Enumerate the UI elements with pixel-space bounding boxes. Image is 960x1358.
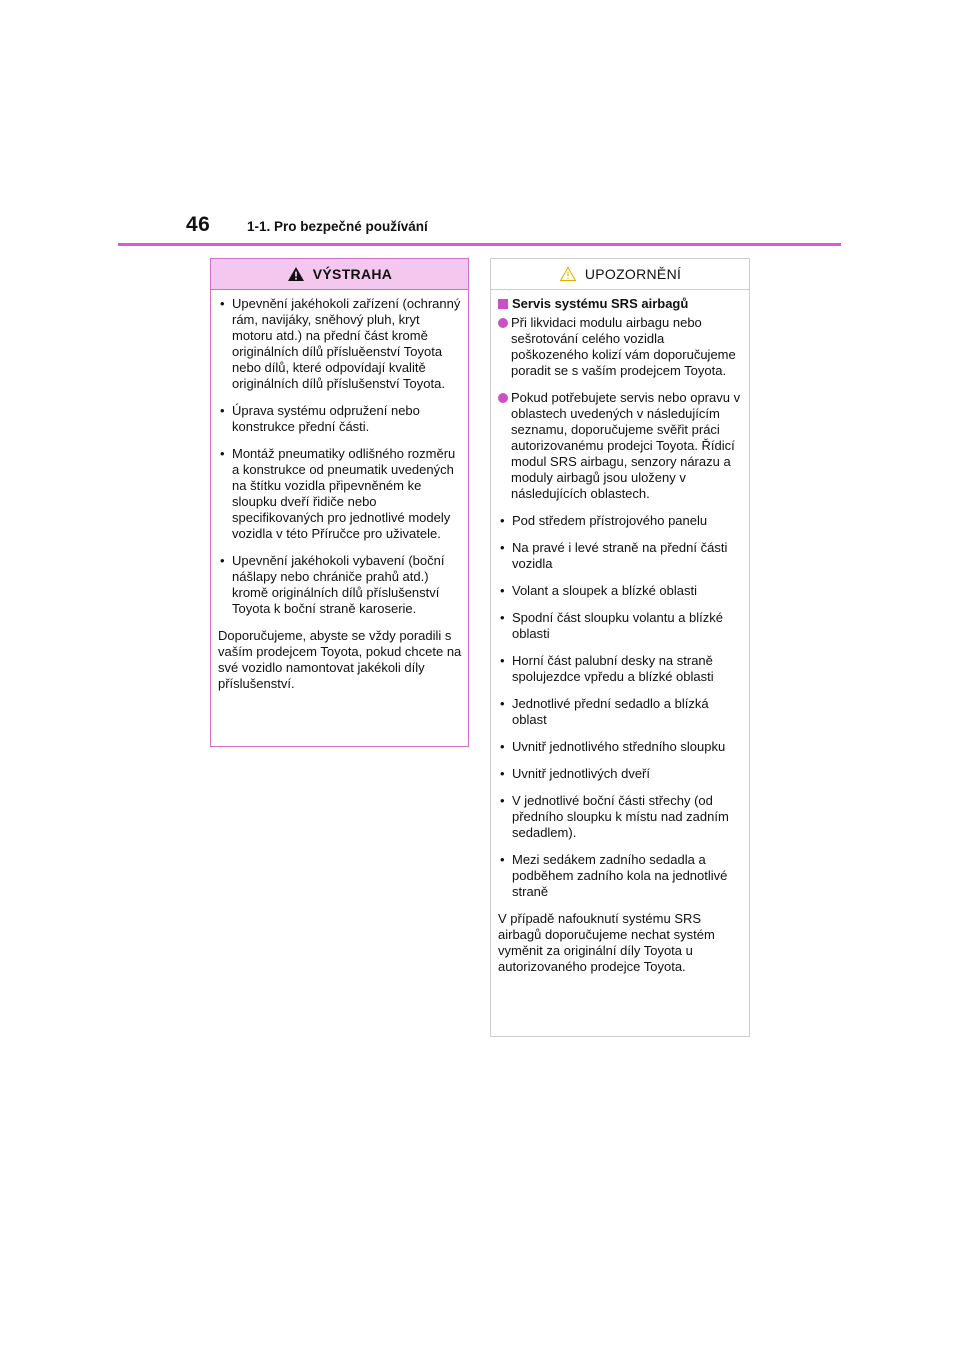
caution-circle-text: Pokud potřebujete servis nebo opravu v oblastech uvedených v následujícím seznamu, doporučujeme svěřit práci autorizovanému prodejci Toyota. Řídicí modul SRS airbagu, senzory nárazu a moduly airbagů jsou uloženy v následujících oblastech. — [511, 390, 741, 501]
caution-body — [491, 290, 749, 975]
caution-circle-item — [498, 315, 743, 379]
caution-bullet: • Horní část palubní desky na straně spolujezdce vpředu a blízké oblasti — [498, 653, 743, 685]
caution-bullet: • Volant a sloupek a blízké oblasti — [498, 583, 743, 599]
warning-bullet: • Montáž pneumatiky odlišného rozměru a konstrukce od pneumatik uvedených na štítku vozidla připevněném ke sloupku dveří řidiče nebo specifikovaných pro jednotlivé modely vozidla v této Příručce pro uživatele. — [218, 446, 462, 542]
warning-header — [211, 259, 468, 290]
caution-closing: V případě nafouknutí systému SRS airbagů doporučujeme nechat systém vyměnit za originální díly Toyota u autorizovaného prodejce Toyota. — [498, 911, 715, 974]
caution-subhead-text: Servis systému SRS airbagů — [512, 296, 689, 311]
caution-bullet: • V jednotlivé boční části střechy (od předního sloupku k místu nad zadním sedadlem). — [498, 793, 743, 841]
caution-triangle-icon — [559, 266, 577, 282]
warning-closing: Doporučujeme, abyste se vždy poradili s vaším prodejcem Toyota, pokud chcete na své vozidlo namontovat jakékoli díly příslušenství. — [218, 628, 462, 691]
caution-bullet: • Mezi sedákem zadního sedadla a podběhem zadního kola na jednotlivé straně — [498, 852, 743, 900]
caution-bullet: • Uvnitř jednotlivých dveří — [498, 766, 743, 782]
circle-bullet-icon — [498, 318, 508, 328]
warning-body — [211, 290, 468, 692]
header-rule — [118, 243, 841, 246]
square-bullet-icon — [498, 299, 508, 309]
circle-bullet-icon — [498, 393, 508, 403]
warning-triangle-icon — [287, 266, 305, 282]
caution-subhead — [498, 296, 743, 312]
caution-bullet: • Pod středem přístrojového panelu — [498, 513, 743, 529]
caution-title: UPOZORNĚNÍ — [584, 266, 682, 282]
caution-bullet: • Spodní část sloupku volantu a blízké oblasti — [498, 610, 743, 642]
page-number: 46 — [186, 213, 211, 236]
caution-box — [490, 258, 750, 1037]
caution-bullet: • Na pravé i levé straně na přední části vozidla — [498, 540, 743, 572]
warning-box — [210, 258, 469, 747]
caution-bullet: • Jednotlivé přední sedadlo a blízká oblast — [498, 696, 743, 728]
caution-circle-item — [498, 390, 743, 502]
warning-bullet: • Upevnění jakéhokoli zařízení (ochranný rám, navijáky, sněhový pluh, kryt motoru atd.) na přední část kromě originálních dílů přísluěenství Toyota nebo dílů, které odpovídají kvalitě originálních dílů příslušenství Toyota. — [218, 296, 462, 392]
warning-title: VÝSTRAHA — [312, 266, 393, 282]
warning-bullet: • Upevnění jakéhokoli vybavení (boční nášlapy nebo chrániče prahů atd.) kromě originálních dílů příslušenství Toyota k boční straně karoserie. — [218, 553, 462, 617]
caution-bullet: • Uvnitř jednotlivého středního sloupku — [498, 739, 743, 755]
warning-bullet: • Úprava systému odpružení nebo konstrukce přední části. — [218, 403, 462, 435]
section-title: 1-1. Pro bezpečné používání — [247, 219, 428, 234]
caution-circle-text: Při likvidaci modulu airbagu nebo sešrotování celého vozidla poškozeného kolizí vám doporučujeme poradit se s vaším prodejcem Toyota. — [511, 315, 736, 378]
caution-header — [491, 259, 749, 290]
